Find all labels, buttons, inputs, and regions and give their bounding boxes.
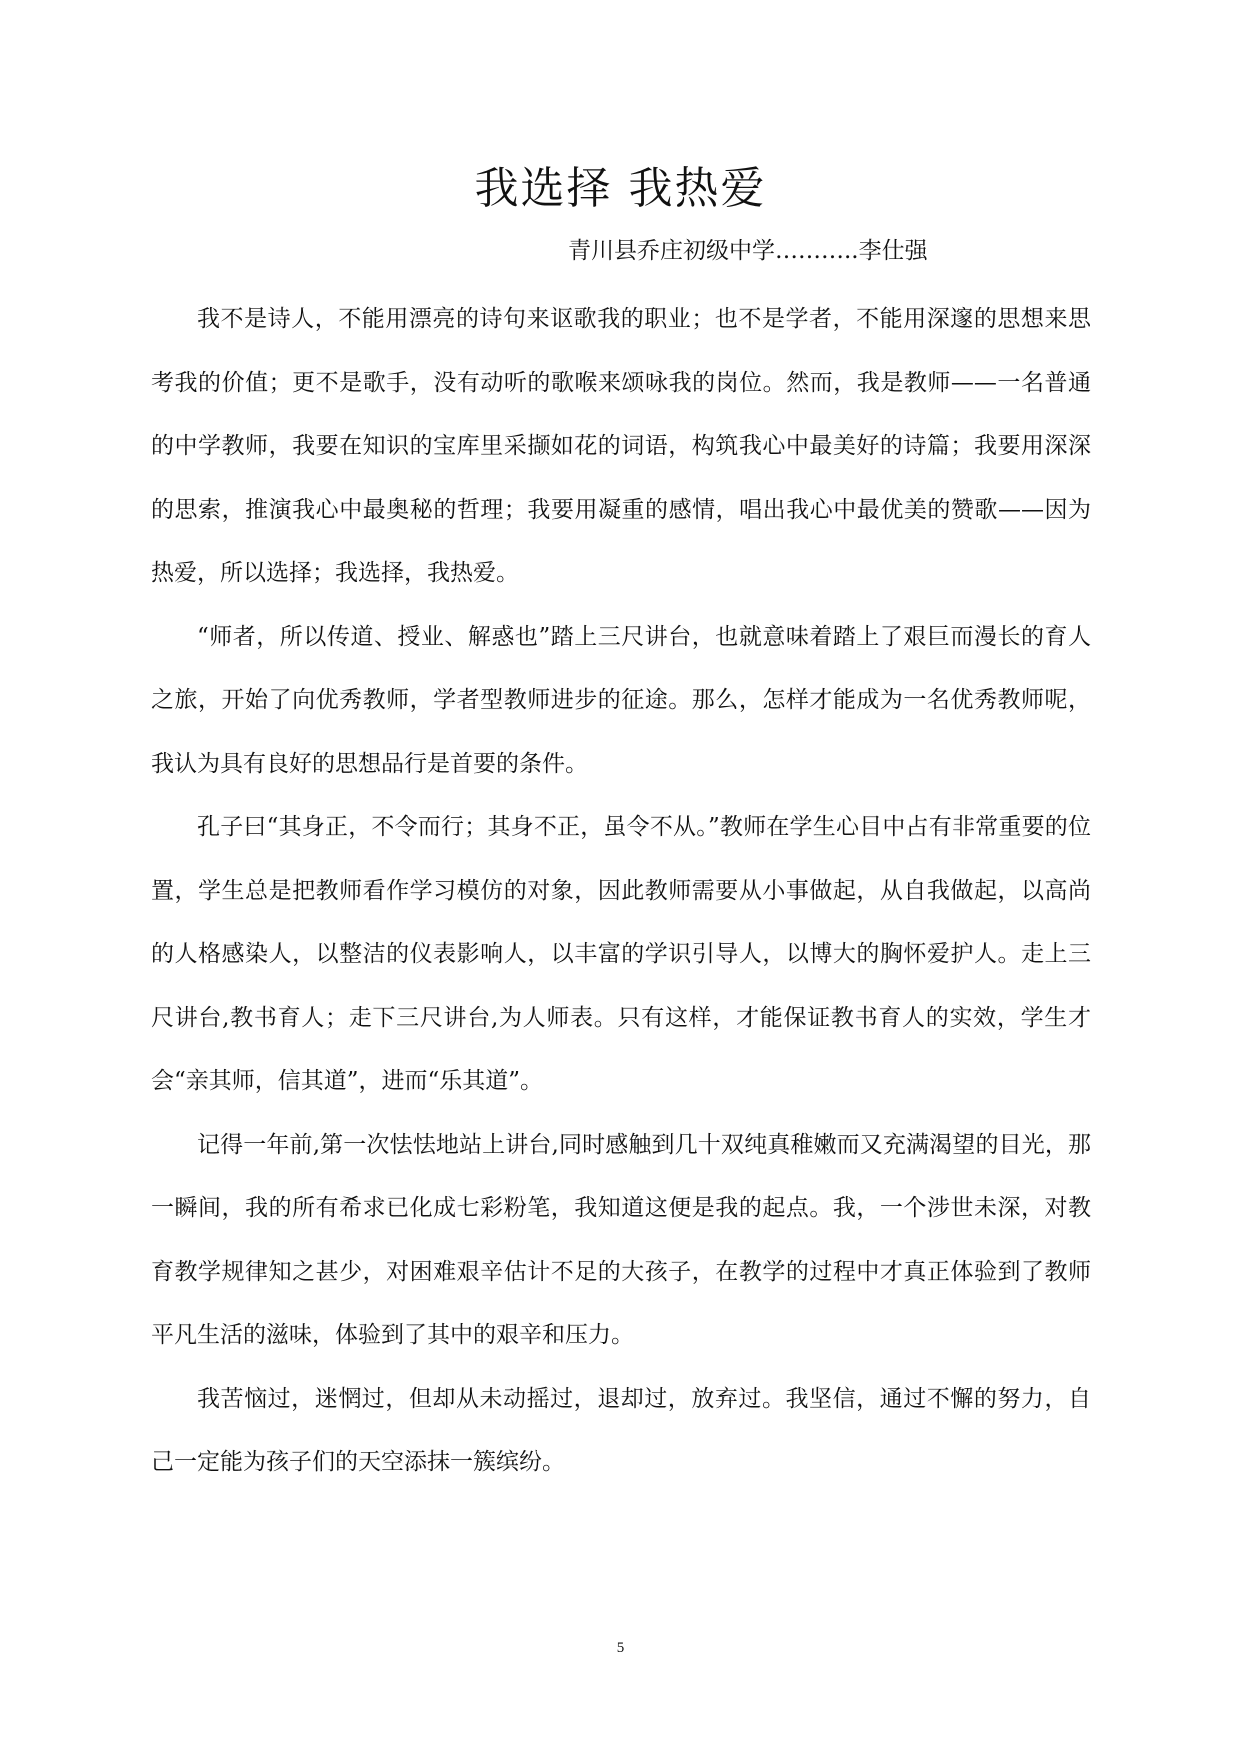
author-byline: 青川县乔庄初级中学………..李仕强 — [568, 238, 928, 264]
paragraph-3: 孔子曰“其身正，不令而行；其身不正，虽令不从。”教师在学生心目中占有非常重要的位置，学生总是把教师看作学习模仿的对象，因此教师需要从小事做起，从自我做起，以高尚的人格感染人，以整洁的仪表影响人，以丰富的学识引导人，以博大的胸怀爱护人。走上三尺讲台,教书育人；走下三尺讲台,为人师表。只有这样，才能保证教书育人的实效，学生才会“亲其师，信其道”，进而“乐其道”。 — [151, 814, 1091, 1094]
paragraph-1: 我不是诗人，不能用漂亮的诗句来讴歌我的职业；也不是学者，不能用深邃的思想来思考我的价值；更不是歌手，没有动听的歌喉来颂咏我的岗位。然而，我是教师——一名普通的中学教师，我要在知识的宝库里采撷如花的词语，构筑我心中最美好的诗篇；我要用深深的思索，推演我心中最奥秘的哲理；我要用凝重的感情，唱出我心中最优美的赞歌——因为热爱，所以选择；我选择，我热爱。 — [151, 306, 1091, 586]
page-number: 5 — [616, 1640, 625, 1656]
paragraph-5: 我苦恼过，迷惘过，但却从未动摇过，退却过，放弃过。我坚信，通过不懈的努力，自己一定能为孩子们的天空添抹一簇缤纷。 — [151, 1385, 1091, 1475]
paragraph-4: 记得一年前,第一次怯怯地站上讲台,同时感触到几十双纯真稚嫩而又充满渴望的目光，那一瞬间，我的所有希求已化成七彩粉笔，我知道这便是我的起点。我，一个涉世未深，对教育教学规律知之甚少，对困难艰辛估计不足的大孩子，在教学的过程中才真正体验到了教师平凡生活的滋味，体验到了其中的艰辛和压力。 — [151, 1131, 1091, 1348]
essay-body — [151, 288, 1091, 1495]
paragraph-2: “师者，所以传道、授业、解惑也”踏上三尺讲台，也就意味着踏上了艰巨而漫长的育人之旅，开始了向优秀教师，学者型教师进步的征途。那么，怎样才能成为一名优秀教师呢，我认为具有良好的思想品行是首要的条件。 — [151, 623, 1091, 777]
page-title: 我选择 我热爱 — [474, 163, 767, 214]
